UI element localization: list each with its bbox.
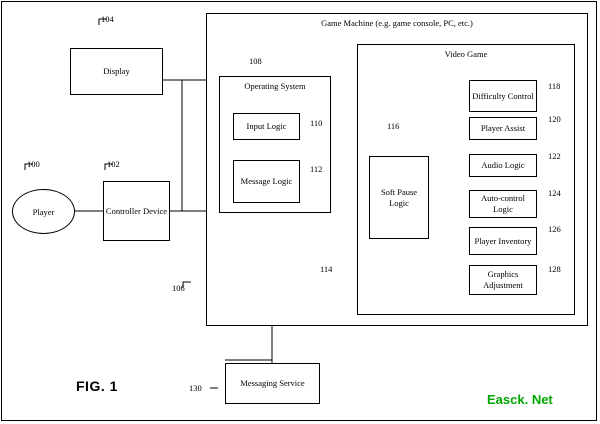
messaging-service-block <box>225 363 320 404</box>
ref-128: 128 <box>548 264 561 274</box>
soft-pause-logic-label: Soft Pause Logic <box>380 186 418 208</box>
ref-114: 114 <box>320 264 333 274</box>
soft-pause-logic-block <box>369 156 429 239</box>
auto-control-logic-label: Auto-control Logic <box>481 193 525 214</box>
message-logic-label: Message Logic <box>240 176 293 187</box>
player-label: Player <box>32 206 55 217</box>
player-assist-block <box>469 117 537 140</box>
graphics-adjustment-block <box>469 265 537 295</box>
ref-120: 120 <box>548 114 561 124</box>
ref-106: 106 <box>172 283 185 293</box>
player-block <box>12 189 75 234</box>
player-inventory-label: Player Inventory <box>474 235 532 246</box>
ref-124: 124 <box>548 188 561 198</box>
ref-118: 118 <box>548 81 561 91</box>
player-inventory-block <box>469 227 537 255</box>
ref-122: 122 <box>548 151 561 161</box>
graphics-adjustment-label: Graphics Adjustment <box>483 269 523 290</box>
display-label: Display <box>103 66 130 77</box>
display-block <box>70 48 163 95</box>
ref-130: 130 <box>189 383 202 393</box>
ref-104: 104 <box>101 14 114 24</box>
figure-label: FIG. 1 <box>76 378 118 394</box>
watermark-text: Easck. Net <box>487 392 553 407</box>
controller-device-label: Controller Device <box>105 205 168 216</box>
operating-system-title: Operating System <box>244 81 306 91</box>
input-logic-label: Input Logic <box>246 121 287 132</box>
ref-110: 110 <box>310 118 323 128</box>
input-logic-block <box>233 113 300 140</box>
video-game-title: Video Game <box>444 49 488 59</box>
controller-device-block <box>103 181 170 241</box>
ref-102: 102 <box>107 159 120 169</box>
player-assist-label: Player Assist <box>480 123 526 134</box>
ref-108: 108 <box>249 56 262 66</box>
ref-112: 112 <box>310 164 323 174</box>
difficulty-control-label: Difficulty Control <box>472 90 534 101</box>
game-machine-title: Game Machine (e.g. game console, PC, etc.) <box>321 18 473 28</box>
message-logic-block <box>233 160 300 203</box>
difficulty-control-block <box>469 80 537 112</box>
ref-126: 126 <box>548 224 561 234</box>
ref-100: 100 <box>27 159 40 169</box>
audio-logic-block <box>469 154 537 177</box>
audio-logic-label: Audio Logic <box>481 160 525 171</box>
auto-control-logic-block <box>469 190 537 218</box>
messaging-service-label: Messaging Service <box>240 378 305 389</box>
ref-116: 116 <box>387 121 400 131</box>
